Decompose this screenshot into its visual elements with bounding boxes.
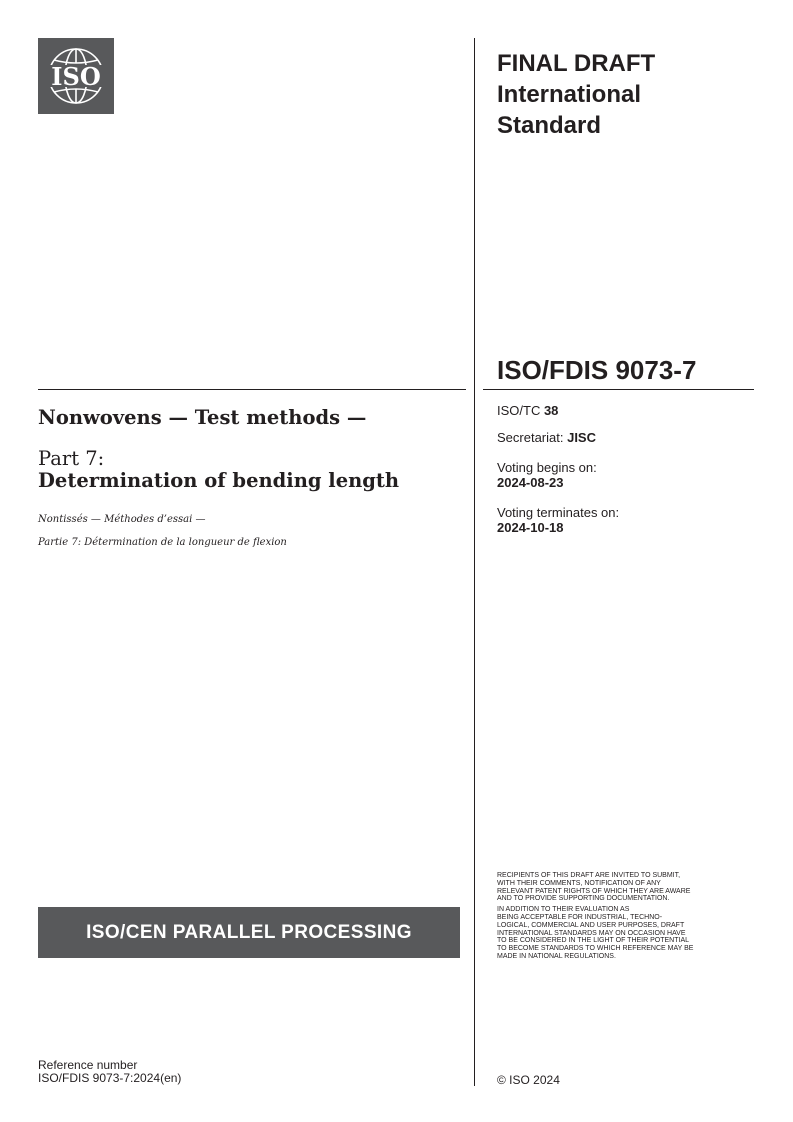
notice-paragraph-2: IN ADDITION TO THEIR EVALUATION AS BEING ACCEPTABLE FOR INDUSTRIAL, TECHNO- LOGICAL, COMMERCIAL AND USER PURPOSES, DRAFT INTERNATIONAL STANDARDS MAY ON OCCASION HAVE TO BE CONSIDERED IN THE LIGHT OF THEIR POTENTIAL TO BECOME STANDARDS TO WHICH REFERENCE MAY BE MADE IN NATIONAL REGULATIONS. [497,906,694,960]
tc-label: ISO/TC [497,403,544,418]
voting-begins-value [497,475,564,490]
voting-terminates-date: 2024-10-18 [497,520,564,535]
title-rule-right [483,389,754,390]
document-stage [497,48,767,141]
french-title-line-1: Nontissés — Méthodes d’essai — [38,514,206,525]
notice-paragraph-1: RECIPIENTS OF THIS DRAFT ARE INVITED TO SUBMIT, WITH THEIR COMMENTS, NOTIFICATION OF ANY RELEVANT PATENT RIGHTS OF WHICH THEY ARE AWARE AND TO PROVIDE SUPPORTING DOCUMENTATION. [497,872,691,903]
voting-terminates-value [497,520,564,535]
copyright-notice: © ISO 2024 [497,1073,560,1087]
french-title-line-2: Partie 7: Détermination de la longueur de flexion [38,537,287,548]
stage-line-2: International [497,81,642,108]
secretariat-value: JISC [567,430,596,445]
secretariat [497,430,596,445]
technical-committee [497,403,558,418]
reference-number-label: Reference number [38,1058,138,1072]
voting-begins-label: Voting begins on: [497,460,597,475]
title-rule-left [38,389,466,390]
voting-terminates-label: Voting terminates on: [497,505,620,520]
document-number: ISO/FDIS 9073-7 [497,355,697,385]
part-title: Determination of bending length [38,469,400,492]
globe-icon [38,38,114,114]
stage-line-1: FINAL DRAFT [497,50,656,77]
draft-notice [497,872,757,964]
main-title: Nonwovens — Test methods — [38,406,367,429]
reference-number-value: ISO/FDIS 9073-7:2024(en) [38,1071,182,1085]
parallel-processing-banner: ISO/CEN PARALLEL PROCESSING [38,907,460,958]
logo-text: ISO [51,62,101,91]
voting-begins-date: 2024-08-23 [497,475,564,490]
column-divider [474,38,475,1086]
stage-line-3: Standard [497,112,602,139]
iso-logo [38,38,114,114]
tc-value: 38 [543,403,559,418]
secretariat-label: Secretariat: [497,430,568,445]
part-label: Part 7: [38,447,105,470]
